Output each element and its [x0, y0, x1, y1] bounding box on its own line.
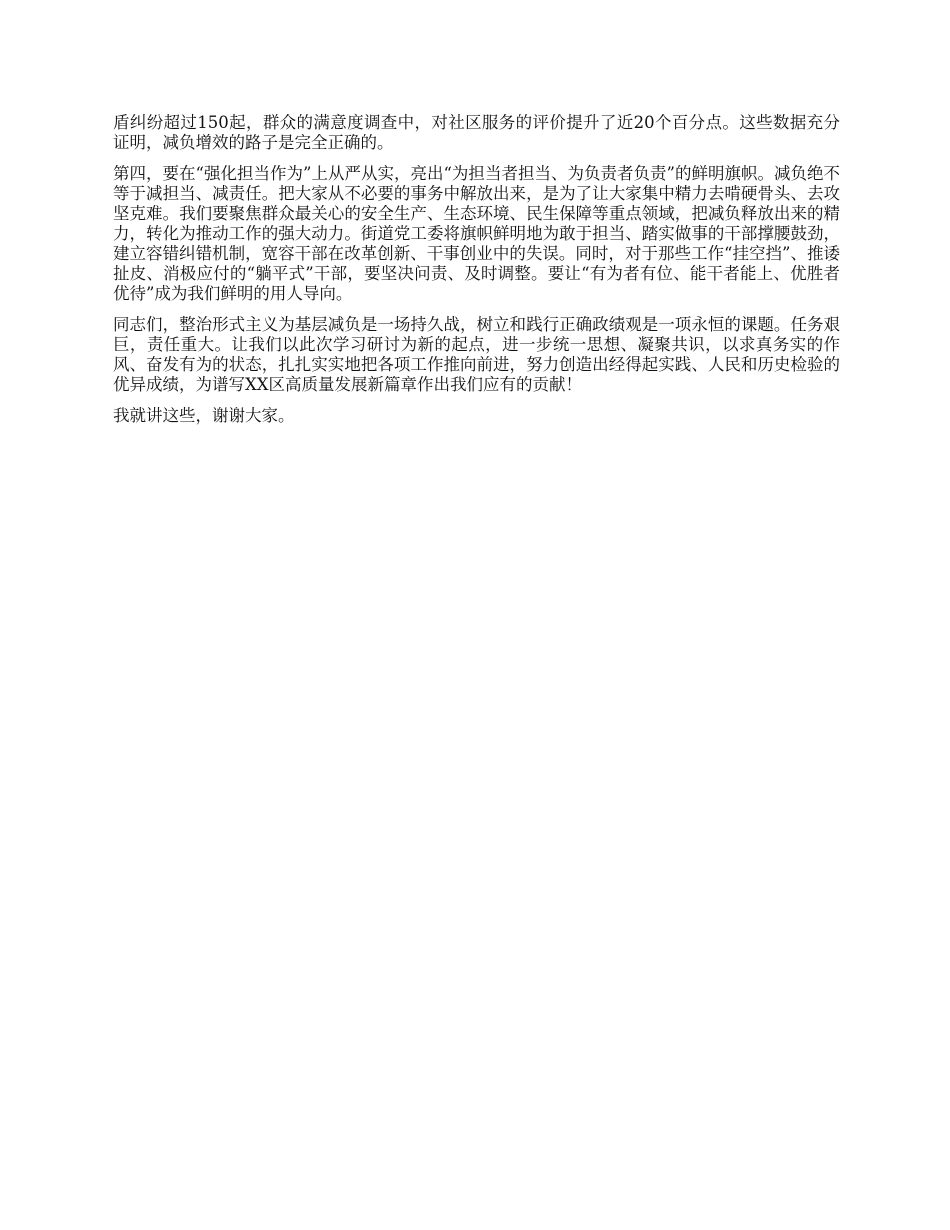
document-page	[113, 113, 840, 437]
paragraph-3: 同志们，整治形式主义为基层减负是一场持久战，树立和践行正确政绩观是一项永恒的课题。任务艰巨，责任重大。让我们以此次学习研讨为新的起点，进一步统一思想、凝聚共识，以求真务实的作风、奋发有为的状态，扎扎实实地把各项工作推向前进，努力创造出经得起实践、人民和历史检验的优异成绩，为谱写XX区高质量发展新篇章作出我们应有的贡献！	[113, 315, 840, 394]
paragraph-2: 第四，要在“强化担当作为”上从严从实，亮出“为担当者担当、为负责者负责”的鲜明旗帜。减负绝不等于减担当、减责任。把大家从不必要的事务中解放出来，是为了让大家集中精力去啃硬骨头、去攻坚克难。我们要聚焦群众最关心的安全生产、生态环境、民生保障等重点领域，把减负释放出来的精力，转化为推动工作的强大动力。街道党工委将旗帜鲜明地为敢于担当、踏实做事的干部撑腰鼓劲，建立容错纠错机制，宽容干部在改革创新、干事创业中的失误。同时，对于那些工作“挂空挡”、推诿扯皮、消极应付的“躺平式”干部，要坚决问责、及时调整。要让“有为者有位、能干者能上、优胜者优待”成为我们鲜明的用人导向。	[113, 164, 840, 303]
paragraph-4: 我就讲这些，谢谢大家。	[113, 406, 295, 425]
paragraph-1: 盾纠纷超过150起，群众的满意度调查中，对社区服务的评价提升了近20个百分点。这些数据充分证明，减负增效的路子是完全正确的。	[113, 113, 840, 152]
